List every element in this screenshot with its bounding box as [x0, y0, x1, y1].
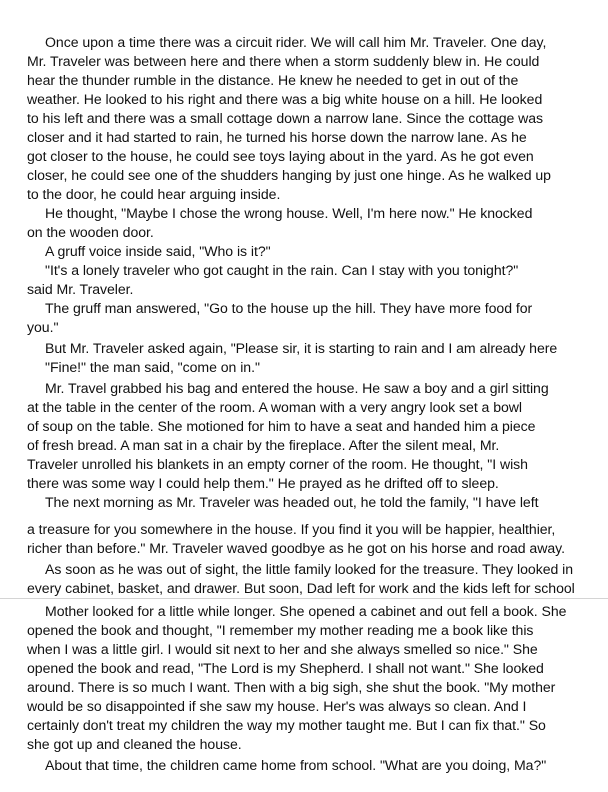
- text-line: hear the thunder rumble in the distance. He knew he needed to get in out of the: [27, 72, 519, 88]
- text-line: when I was a little girl. I would sit next to her and she always smelled so nice." She: [27, 641, 538, 657]
- text-line: Mother looked for a little while longer. She opened a cabinet and out fell a book. She: [45, 603, 567, 619]
- text-line: said Mr. Traveler.: [27, 281, 134, 297]
- text-line: certainly don't treat my children the way my mother taught me. But I can fix that." So: [27, 717, 546, 733]
- text-line: Once upon a time there was a circuit rider. We will call him Mr. Traveler. One day,: [45, 34, 547, 50]
- page-divider: [0, 598, 608, 599]
- text-line: "Fine!" the man said, "come on in.": [45, 359, 260, 375]
- text-line: to his left and there was a small cottage down a narrow lane. Since the cottage was: [27, 110, 544, 126]
- text-line: A gruff voice inside said, "Who is it?": [45, 243, 271, 259]
- text-line: you.": [27, 319, 59, 335]
- text-line: As soon as he was out of sight, the little family looked for the treasure. They looked in: [45, 561, 574, 577]
- text-line: of soup on the table. She motioned for him to have a seat and handed him a piece: [27, 418, 536, 434]
- text-line: He thought, "Maybe I chose the wrong house. Well, I'm here now." He knocked: [45, 205, 533, 221]
- text-line: richer than before." Mr. Traveler waved goodbye as he got on his horse and road away.: [27, 540, 565, 556]
- text-line: opened the book and thought, "I remember my mother reading me a book like this: [27, 622, 534, 638]
- text-line: The next morning as Mr. Traveler was headed out, he told the family, "I have left: [45, 494, 539, 510]
- text-line: of fresh bread. A man sat in a chair by the fireplace. After the silent meal, Mr.: [27, 437, 500, 453]
- text-line: would be so disappointed if she saw my house. Her's was always so clean. And I: [27, 698, 527, 714]
- text-line: opened the book and read, "The Lord is my Shepherd. I shall not want." She looked: [27, 660, 544, 676]
- text-line: Mr. Traveler was between here and there when a storm suddenly blew in. He could: [27, 53, 540, 69]
- text-line: a treasure for you somewhere in the house. If you find it you will be happier, healthier,: [27, 521, 556, 537]
- text-line: she got up and cleaned the house.: [27, 736, 242, 752]
- text-line: around. There is so much I want. Then with a big sigh, she shut the book. "My mother: [27, 679, 556, 695]
- text-line: closer, he could see one of the shudders hanging by just one hinge. As he walked up: [27, 167, 551, 183]
- text-line: The gruff man answered, "Go to the house up the hill. They have more food for: [45, 300, 533, 316]
- text-line: Traveler unrolled his blankets in an empty corner of the room. He thought, "I wish: [27, 456, 528, 472]
- text-line: on the wooden door.: [27, 224, 154, 240]
- text-line: About that time, the children came home from school. "What are you doing, Ma?": [45, 757, 547, 773]
- text-line: there was some way I could help them." He prayed as he drifted off to sleep.: [27, 475, 499, 491]
- text-line: But Mr. Traveler asked again, "Please sir, it is starting to rain and I am already here: [45, 340, 558, 356]
- text-line: got closer to the house, he could see toys laying about in the yard. As he got even: [27, 148, 534, 164]
- text-line: at the table in the center of the room. A woman with a very angry look set a bowl: [27, 399, 522, 415]
- text-line: every cabinet, basket, and drawer. But soon, Dad left for work and the kids left for school: [27, 580, 575, 596]
- text-line: "It's a lonely traveler who got caught in the rain. Can I stay with you tonight?": [45, 262, 519, 278]
- text-line: to the door, he could hear arguing inside.: [27, 186, 281, 202]
- text-line: Mr. Travel grabbed his bag and entered the house. He saw a boy and a girl sitting: [45, 380, 549, 396]
- text-line: weather. He looked to his right and there was a big white house on a hill. He looked: [27, 91, 543, 107]
- text-line: closer and it had started to rain, he turned his horse down the narrow lane. As he: [27, 129, 527, 145]
